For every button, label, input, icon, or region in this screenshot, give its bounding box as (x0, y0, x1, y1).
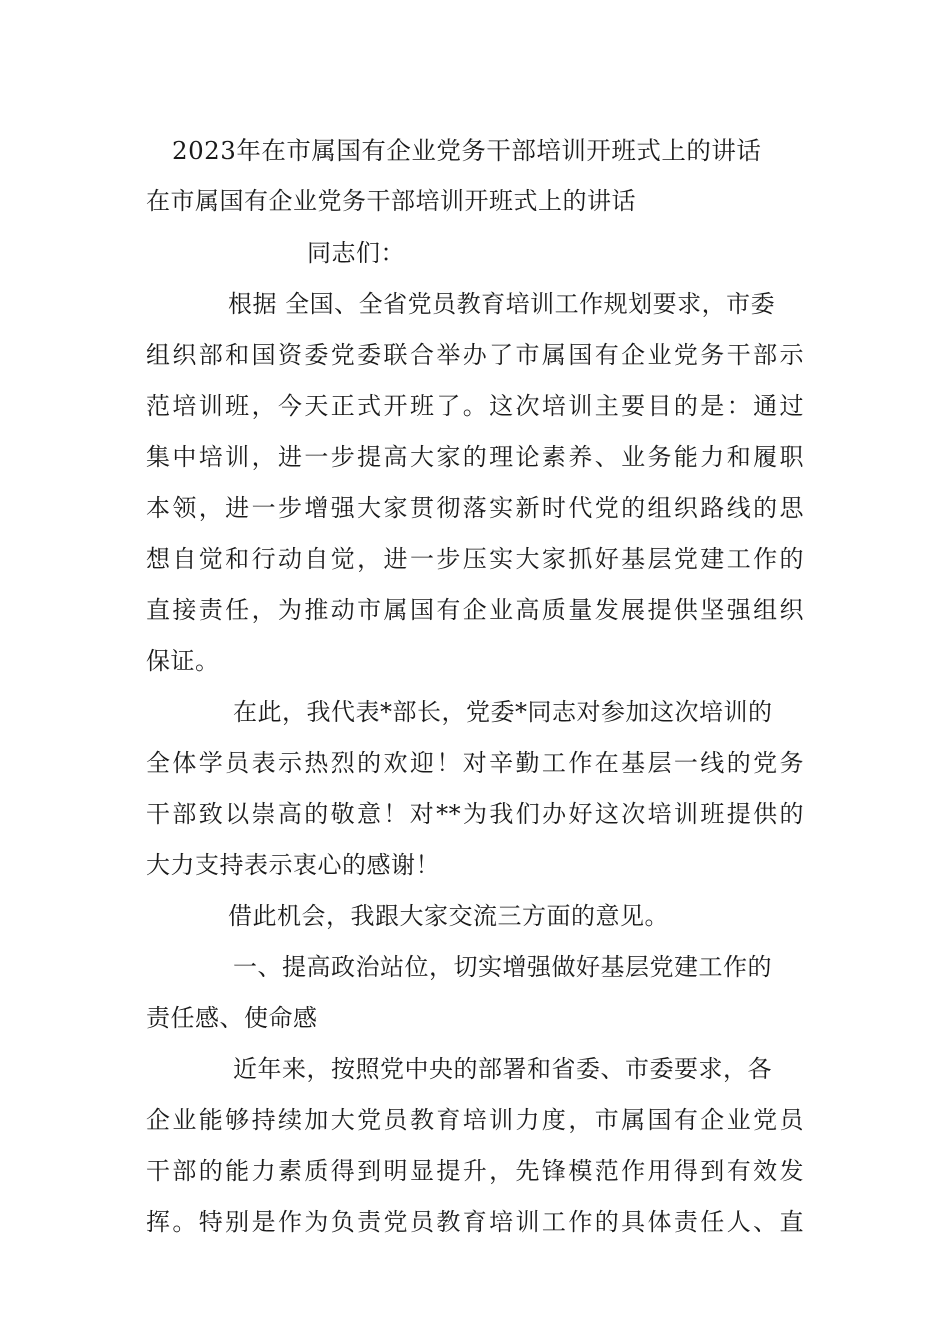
paragraph-line: 挥。特别是作为负责党员教育培训工作的具体责任人、直 (146, 1208, 804, 1236)
paragraph-line: 全体学员表示热烈的欢迎！对辛勤工作在基层一线的党务 (146, 749, 804, 777)
paragraph-line: 想自觉和行动自觉，进一步压实大家抓好基层党建工作的 (146, 545, 804, 573)
paragraph-line: 大力支持表示衷心的感谢！ (146, 851, 440, 879)
paragraph-line: 在此，我代表*部长，党委*同志对参加这次培训的 (233, 698, 773, 726)
paragraph-line: 范培训班，今天正式开班了。这次培训主要目的是：通过 (146, 392, 804, 420)
paragraph-line: 根据 全国、全省党员教育培训工作规划要求，市委 (228, 290, 776, 318)
paragraph-line: 近年来，按照党中央的部署和省委、市委要求，各 (233, 1055, 772, 1083)
paragraph-line: 保证。 (146, 647, 220, 675)
document-title: 2023年在市属国有企业党务干部培训开班式上的讲话 (172, 136, 762, 165)
paragraph-line: 干部致以崇高的敬意！对**为我们办好这次培训班提供的 (146, 800, 804, 828)
section-heading: 一、提高政治站位，切实增强做好基层党建工作的 (233, 953, 772, 981)
salutation: 同志们： (307, 239, 405, 267)
section-heading: 责任感、使命感 (146, 1004, 318, 1032)
paragraph-line: 借此机会，我跟大家交流三方面的意见。 (228, 902, 669, 930)
paragraph-line: 本领，进一步增强大家贯彻落实新时代党的组织路线的思 (146, 494, 804, 522)
paragraph-line: 组织部和国资委党委联合举办了市属国有企业党务干部示 (146, 341, 804, 369)
paragraph-line: 企业能够持续加大党员教育培训力度，市属国有企业党员 (146, 1106, 804, 1134)
paragraph-line: 集中培训，进一步提高大家的理论素养、业务能力和履职 (146, 443, 804, 471)
paragraph-line: 直接责任，为推动市属国有企业高质量发展提供坚强组织 (146, 596, 804, 624)
document-subtitle: 在市属国有企业党务干部培训开班式上的讲话 (146, 187, 636, 215)
paragraph-line: 干部的能力素质得到明显提升，先锋模范作用得到有效发 (146, 1157, 804, 1185)
